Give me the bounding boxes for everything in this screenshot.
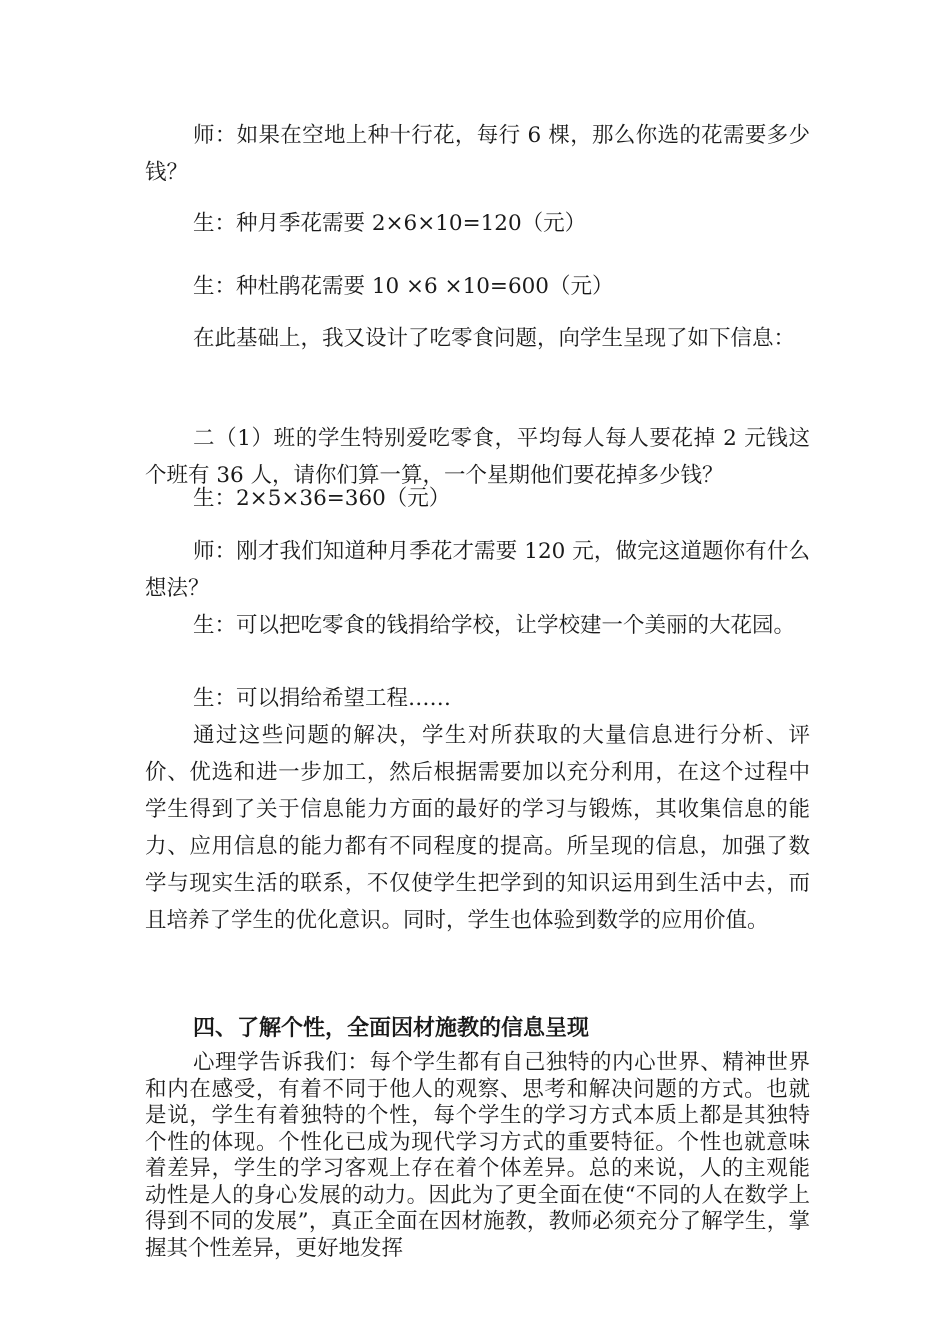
- paragraph-student-rose: 生：种月季花需要 2×6×10=120（元）: [193, 211, 587, 236]
- paragraph-student-donate-school: 生：可以把吃零食的钱捐给学校，让学校建一个美丽的大花园。: [193, 613, 796, 638]
- paragraph-teacher-question: 师：如果在空地上种十行花，每行 6 棵，那么你选的花需要多少钱？: [145, 123, 810, 185]
- paragraph-student-donate-hope: 生：可以捐给希望工程……: [193, 686, 452, 711]
- paragraph-student-snack-answer: 生：2×5×36=360（元）: [193, 486, 451, 511]
- paragraph-student-azalea: 生：种杜鹃花需要 10 ×6 ×10=600（元）: [193, 274, 614, 299]
- paragraph-summary: 通过这些问题的解决，学生对所获取的大量信息进行分析、评价、优选和进一步加工，然后根据需要加以充分利用，在这个过程中学生得到了关于信息能力方面的最好的学习与锻炼，其收集信息的能力、应用信息的能力都有不同程度的提高。所呈现的信息，加强了数学与现实生活的联系，不仅使学生把学到的知识运用到生活中去，而且培养了学生的优化意识。同时，学生也体验到数学的应用价值。: [145, 723, 810, 933]
- paragraph-teacher-followup: 师：刚才我们知道种月季花才需要 120 元，做完这道题你有什么想法？: [145, 539, 810, 601]
- paragraph-snack-problem: 二（1）班的学生特别爱吃零食，平均每人每人要花掉 2 元钱这个班有 36 人，请你们算一算，一个星期他们要花掉多少钱？: [145, 426, 810, 488]
- section-heading: 四、了解个性，全面因材施教的信息呈现: [193, 1016, 590, 1041]
- paragraph-psychology: 心理学告诉我们：每个学生都有自己独特的内心世界、精神世界和内在感受，有着不同于他人的观察、思考和解决问题的方式。也就是说，学生有着独特的个性，每个学生的学习方式本质上都是其独特个性的体现。个性化已成为现代学习方式的重要特征。个性也就意味着差异，学生的学习客观上存在着个体差异。总的来说，人的主观能动性是人的身心发展的动力。因此为了更全面在使“不同的人在数学上得到不同的发展”，真正全面在因材施教，教师必须充分了解学生，掌握其个性差异，更好地发挥: [145, 1050, 810, 1261]
- paragraph-snack-intro: 在此基础上，我又设计了吃零食问题，向学生呈现了如下信息：: [193, 326, 796, 351]
